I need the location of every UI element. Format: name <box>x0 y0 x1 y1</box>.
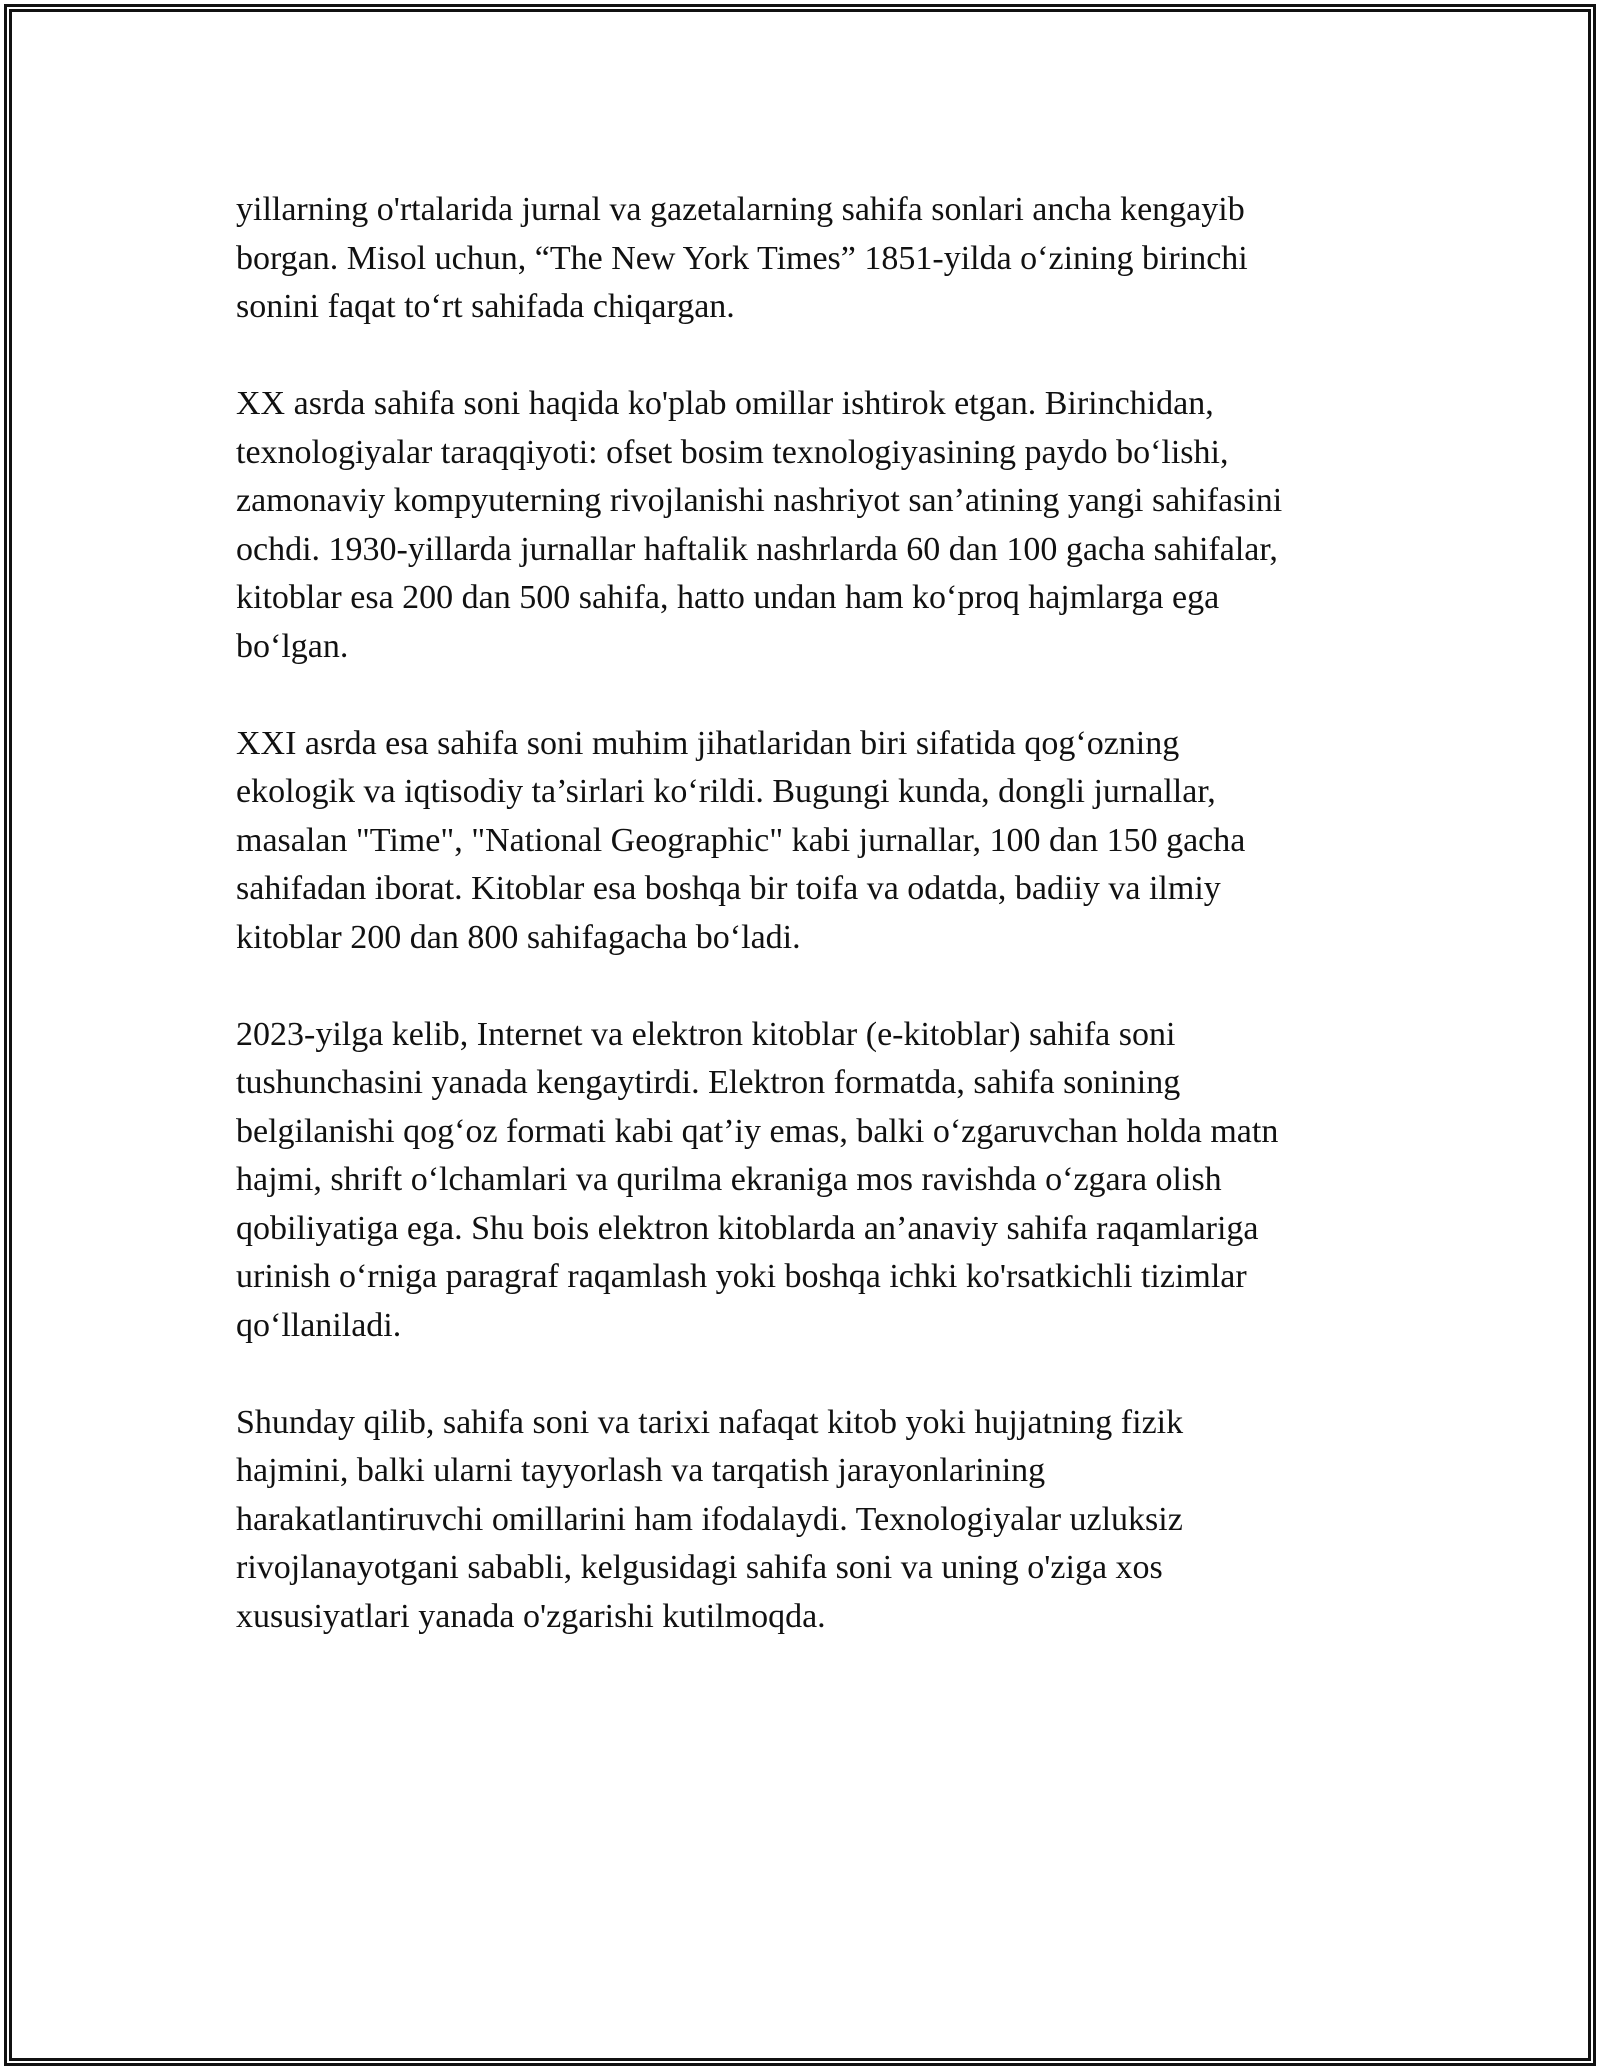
text-line: xususiyatlari yanada o'zgarishi kutilmoqda. <box>236 1597 826 1635</box>
text-line: Shunday qilib, sahifa soni va tarixi nafaqat kitob yoki hujjatning fizik <box>236 1403 1184 1441</box>
text-line: sahifadan iborat. Kitoblar esa boshqa bir toifa va odatda, badiiy va ilmiy <box>236 870 1221 907</box>
text-line: kitoblar 200 dan 800 sahifagacha bo‘ladi. <box>236 918 801 956</box>
text-line: ekologik va iqtisodiy ta’sirlari ko‘rildi. Bugungi kunda, dongli jurnallar, <box>236 773 1216 810</box>
text-line: hajmini, balki ularni tayyorlash va tarqatish jarayonlarining <box>236 1452 1046 1489</box>
text-line: ochdi. 1930-yillarda jurnallar haftalik nashrlarda 60 dan 100 gacha sahifalar, <box>236 530 1278 568</box>
text-line: zamonaviy kompyuterning rivojlanishi nashriyot san’atining yangi sahifasini <box>236 482 1283 519</box>
paragraph-4 <box>236 1011 1366 1351</box>
text-line: rivojlanayotgani sababli, kelgusidagi sahifa soni va uning o'ziga xos <box>236 1549 1163 1586</box>
text-line: sonini faqat to‘rt sahifada chiqargan. <box>236 288 735 325</box>
text-line: 2023-yilga kelib, Internet va elektron kitoblar (e-kitoblar) sahifa soni <box>236 1015 1176 1053</box>
paragraph-3 <box>236 720 1366 963</box>
text-line: bo‘lgan. <box>236 627 349 665</box>
text-line: hajmi, shrift o‘lchamlari va qurilma ekraniga mos ravishda o‘zgara olish <box>236 1161 1222 1198</box>
text-line: masalan "Time", "National Geographic" kabi jurnallar, 100 dan 150 gacha <box>236 821 1246 859</box>
text-line: yillarning o'rtalarida jurnal va gazetalarning sahifa sonlari ancha kengayib <box>236 191 1245 228</box>
text-line: qo‘llaniladi. <box>236 1306 402 1344</box>
text-line: tushunchasini yanada kengaytirdi. Elektron formatda, sahifa sonining <box>236 1064 1181 1101</box>
paragraph-2 <box>236 380 1366 671</box>
paragraph-5 <box>236 1399 1366 1642</box>
document-body <box>236 186 1366 1690</box>
text-line: XX asrda sahifa soni haqida ko'plab omillar ishtirok etgan. Birinchidan, <box>236 385 1214 422</box>
text-line: belgilanishi qog‘oz formati kabi qat’iy emas, balki o‘zgaruvchan holda matn <box>236 1112 1279 1150</box>
text-line: qobiliyatiga ega. Shu bois elektron kitoblarda an’anaviy sahifa raqamlariga <box>236 1209 1259 1247</box>
text-line: harakatlantiruvchi omillarini ham ifodalaydi. Texnologiyalar uzluksiz <box>236 1500 1183 1538</box>
text-line: borgan. Misol uchun, “The New York Times” 1851-yilda o‘zining birinchi <box>236 239 1248 277</box>
text-line: urinish o‘rniga paragraf raqamlash yoki boshqa ichki ko'rsatkichli tizimlar <box>236 1258 1247 1295</box>
paragraph-1 <box>236 186 1366 332</box>
text-line: texnologiyalar taraqqiyoti: ofset bosim texnologiyasining paydo bo‘lishi, <box>236 433 1229 471</box>
text-line: XXI asrda esa sahifa soni muhim jihatlaridan biri sifatida qog‘ozning <box>236 724 1180 762</box>
text-line: kitoblar esa 200 dan 500 sahifa, hatto undan ham ko‘proq hajmlarga ega <box>236 579 1220 616</box>
